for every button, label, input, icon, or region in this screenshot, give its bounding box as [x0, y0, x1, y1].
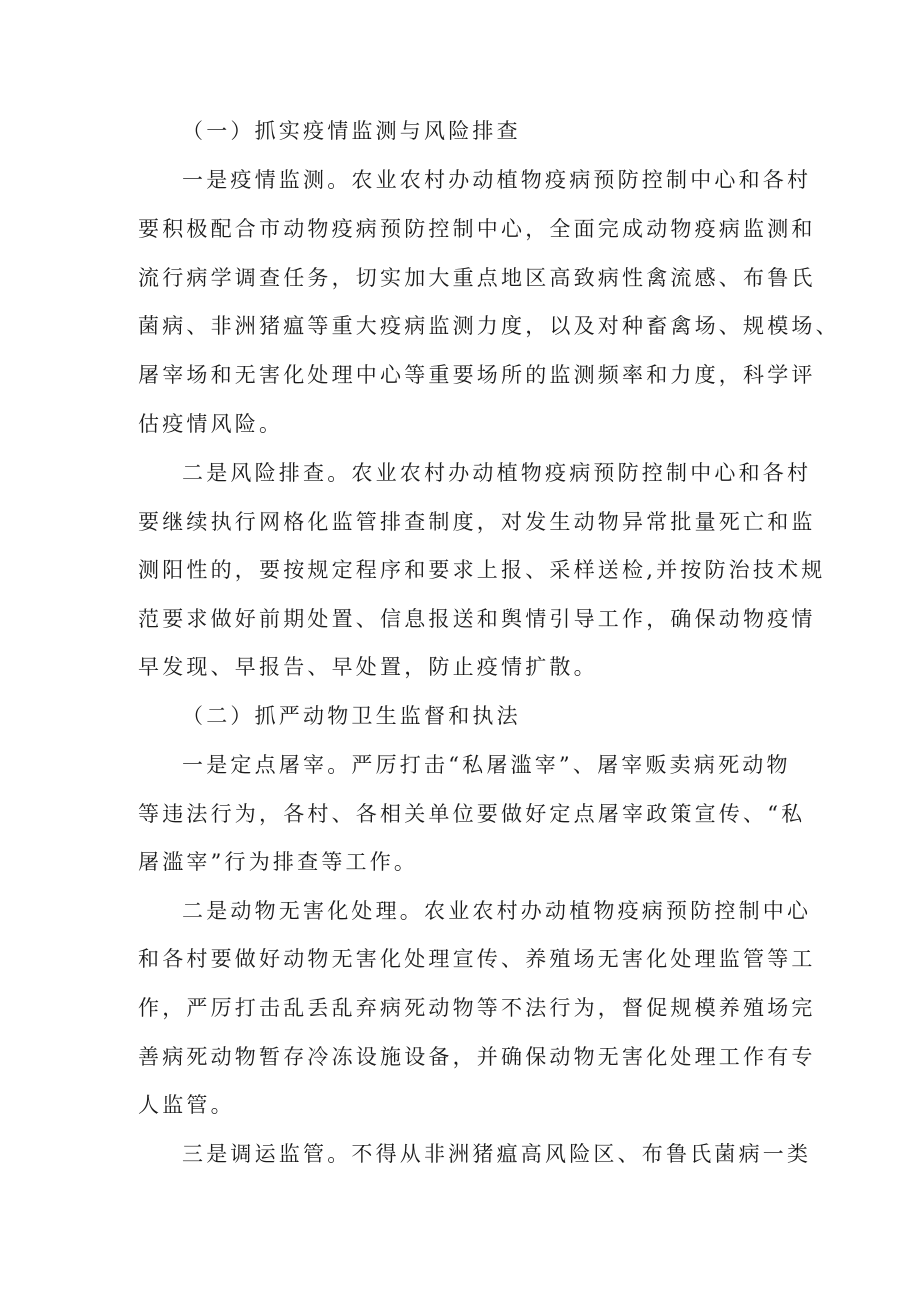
paragraph-4-line-1: 二是动物无害化处理。农业农村办动植物疫病预防控制中心: [182, 899, 812, 923]
paragraph-1-line-2: 要积极配合市动物疫病预防控制中心，全面完成动物疫病监测和: [138, 217, 816, 241]
paragraph-3-line-3: 屠滥宰”行为排查等工作。: [138, 850, 419, 874]
paragraph-5-line-1: 三是调运监管。不得从非洲猪瘟高风险区、布鲁氏菌病一类: [182, 1142, 812, 1166]
paragraph-2-line-2: 要继续执行网格化监管排查制度，对发生动物异常批量死亡和监: [138, 510, 816, 534]
paragraph-2-line-3: 测阳性的，要按规定程序和要求上报、采样送检,并按防治技术规: [138, 558, 826, 582]
paragraph-2-line-1: 二是风险排查。农业农村办动植物疫病预防控制中心和各村: [182, 461, 812, 485]
paragraph-4-line-5: 人监管。: [138, 1093, 235, 1117]
paragraph-3-line-2: 等违法行为，各村、各相关单位要做好定点屠宰政策宣传、“私: [138, 802, 806, 826]
paragraph-1-line-1: 一是疫情监测。农业农村办动植物疫病预防控制中心和各村: [182, 168, 812, 192]
section-heading-1: （一）抓实疫情监测与风险排查: [182, 119, 521, 143]
paragraph-4-line-4: 善病死动物暂存冷冻设施设备，并确保动物无害化处理工作有专: [138, 1045, 816, 1069]
section-heading-2: （二）抓严动物卫生监督和执法: [182, 704, 521, 728]
paragraph-4-line-2: 和各村要做好动物无害化处理宣传、养殖场无害化处理监管等工: [138, 947, 816, 971]
paragraph-2-line-5: 早发现、早报告、早处置，防止疫情扩散。: [138, 655, 598, 679]
paragraph-1-line-4: 菌病、非洲猪瘟等重大疫病监测力度，以及对种畜禽场、规模场、: [138, 314, 840, 338]
paragraph-1-line-5: 屠宰场和无害化处理中心等重要场所的监测频率和力度，科学评: [138, 363, 816, 387]
paragraph-3-line-1: 一是定点屠宰。严厉打击“私屠滥宰”、屠宰贩卖病死动物: [182, 753, 791, 777]
paragraph-1-line-6: 估疫情风险。: [138, 412, 284, 436]
paragraph-2-line-4: 范要求做好前期处置、信息报送和舆情引导工作，确保动物疫情: [138, 607, 816, 631]
paragraph-4-line-3: 作，严厉打击乱丢乱弃病死动物等不法行为，督促规模养殖场完: [138, 996, 816, 1020]
paragraph-1-line-3: 流行病学调查任务，切实加大重点地区高致病性禽流感、布鲁氏: [138, 266, 816, 290]
